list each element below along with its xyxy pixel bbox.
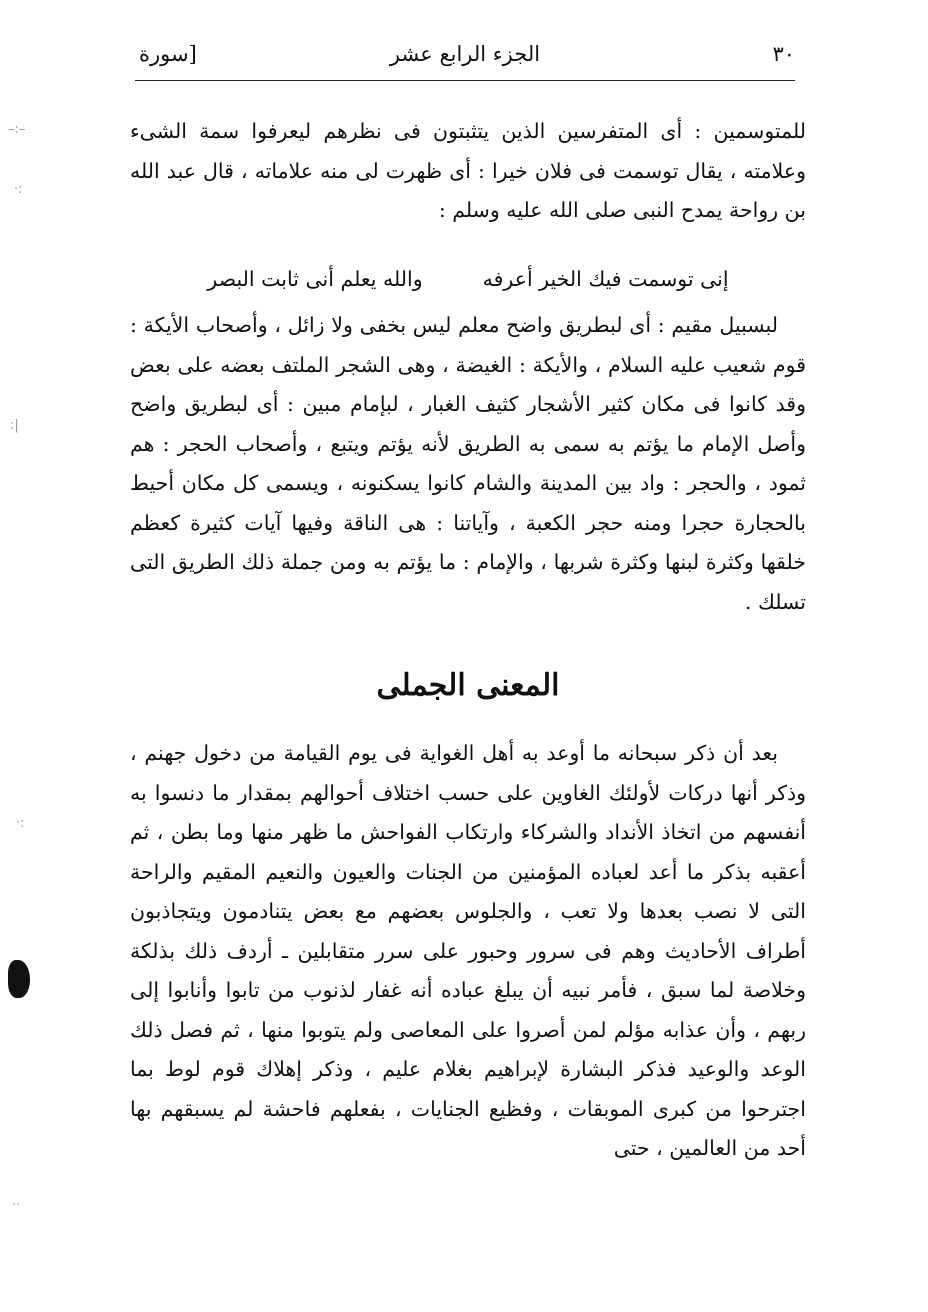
surah-label: [سورة — [139, 42, 197, 66]
verse-hemistich-2: والله يعلم أنى ثابت البصر — [207, 267, 423, 291]
margin-scan-mark: –:– — [8, 122, 26, 137]
margin-scan-mark: :| — [10, 418, 19, 433]
margin-scan-mark: ·· — [12, 1198, 21, 1213]
running-title: الجزء الرابع عشر — [389, 42, 541, 66]
glossary-paragraph-1 — [130, 112, 806, 231]
paragraph-text: لبسبيل مقيم : أى لبطريق واضح معلم ليس بخفى ولا زائل ، وأصحاب الأيكة : قوم شعيب عليه السلام ، والأيكة : الغيضة ، وهى الشجر الملتف بعضه على بعض وقد كانوا فى مكان كثير الأشجار كثيف الغبار ، لبإمام مبين : أى لبطريق واضح وأصل الإمام ما يؤتم به سمى به الطريق لأنه يؤتم ويتبع ، وأصحاب الحجر : هم ثمود ، والحجر : واد بين المدينة والشام كانوا يسكنونه ، ويسمى كل مكان أحيط بالحجارة حجرا ومنه حجر الكعبة ، وآياتنا : هى الناقة وفيها آيات كثيرة كعظم خلقها وكثرة لبنها وكثرة شربها ، والإمام : ما يؤتم به ومن جملة ذلك الطريق التى تسلك . — [130, 313, 806, 614]
paragraph-text: بعد أن ذكر سبحانه ما أوعد به أهل الغواية فى يوم القيامة من دخول جهنم ، وذكر أنها دركات لأولئك الغاوين على حسب اختلاف أحوالهم بمقدار ما دنسوا به أنفسهم من اتخاذ الأنداد والشركاء وارتكاب الفواحش ما ظهر منها وما بطن ، ثم أعقبه بذكر ما أعد لعباده المؤمنين من الجنات والعيون والنعيم المقيم والراحة التى لا نصب بعدها ولا تعب ، والجلوس بعضهم مع بعض يتنادمون ويتجاذبون أطراف الأحاديث وهم فى سرور وحبور على سرر متقابلين ـ أردف ذلك بذلكة وخلاصة لما سبق ، فأمر نبيه أن يبلغ عباده أنه غفار لذنوب من تابوا وأنابوا إلى ربهم ، وأن عذابه مؤلم لمن أصروا على المعاصى ولم يتوبوا منها ، ثم فصل ذلك الوعد والوعيد فذكر البشارة لإبراهيم بغلام عليم ، وذكر إهلاك قوم لوط بما اجترحوا من كبرى الموبقات ، وفظيع الجنايات ، بفعلهم فاحشة لم يسبقهم بها أحد من العالمين ، حتى — [130, 741, 806, 1160]
ink-blot — [8, 960, 30, 998]
paragraph-text: للمتوسمين : أى المتفرسين الذين يتثبتون فى نظرهم ليعرفوا سمة الشىء وعلامته ، يقال توسمت فى فلان خيرا : أى ظهرت لى منه علاماته ، قال عبد الله بن رواحة يمدح النبى صلى الله عليه وسلم : — [130, 119, 806, 222]
verse-hemistich-1: إنى توسمت فيك الخير أعرفه — [482, 267, 729, 291]
glossary-paragraph-2 — [130, 306, 806, 622]
margin-scan-mark: ·: — [16, 816, 25, 831]
poetry-verse — [130, 260, 806, 300]
margin-scan-mark: ·: — [14, 182, 23, 197]
page-header — [135, 38, 795, 78]
summary-paragraph — [130, 734, 806, 1169]
section-heading: المعنى الجملى — [376, 668, 560, 703]
page-number: ٣٠ — [772, 42, 795, 66]
header-rule — [135, 80, 795, 81]
